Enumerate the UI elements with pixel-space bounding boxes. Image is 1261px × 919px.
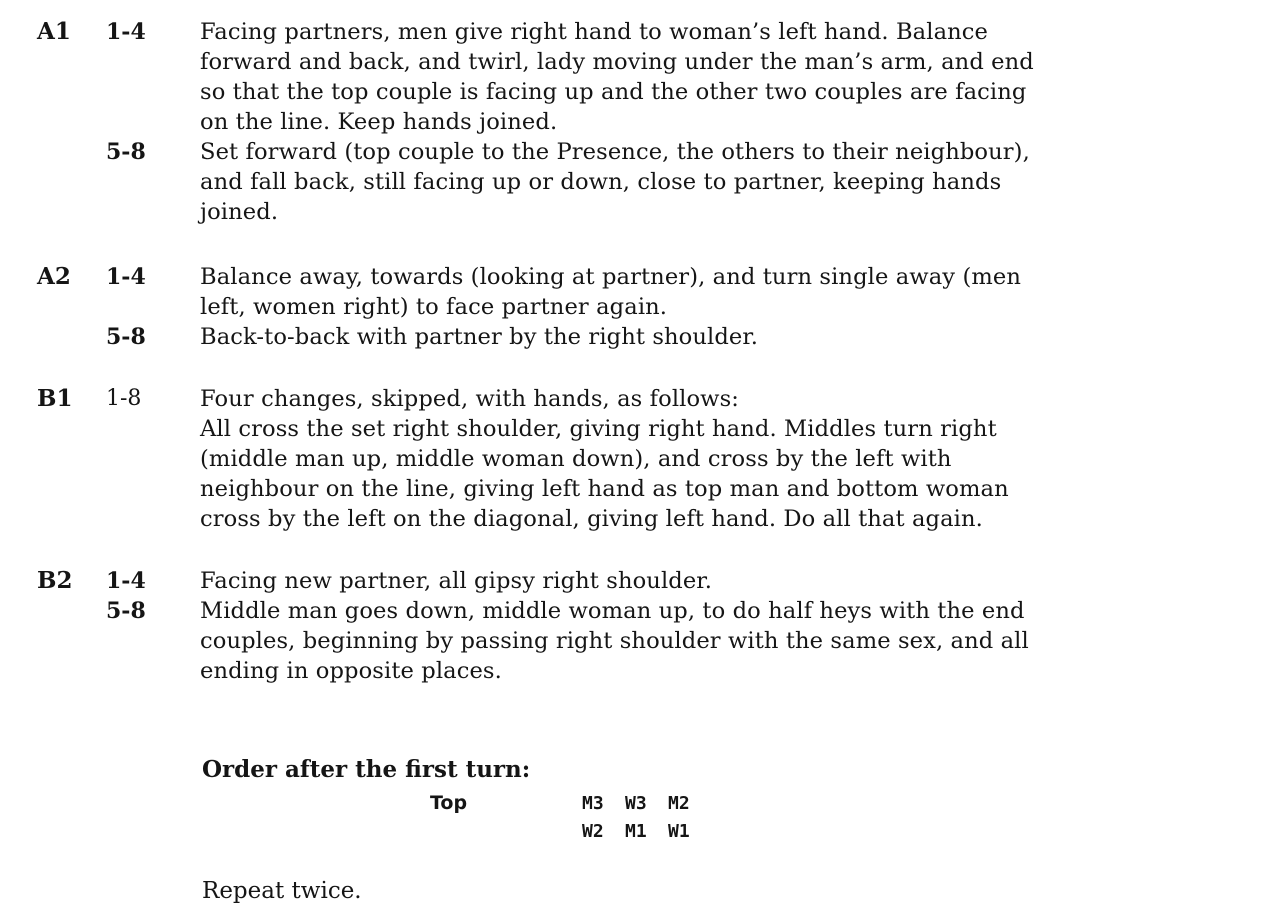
figure-b2 [0, 566, 1261, 686]
instruction-line: on the line. Keep hands joined. [200, 109, 558, 135]
order-grid [582, 790, 711, 846]
bars-label: 5-8 [106, 324, 146, 350]
instruction-line: left, women right) to face partner again. [200, 294, 668, 320]
figure-row [0, 566, 1261, 596]
instruction-text [200, 17, 1240, 137]
bars-label: 5-8 [106, 598, 146, 624]
instruction-line: neighbour on the line, giving left hand as top man and bottom woman [200, 476, 1009, 502]
instruction-line: couples, beginning by passing right shoulder with the same sex, and all [200, 628, 1029, 654]
instruction-line: joined. [200, 199, 279, 225]
bars-label: 1-4 [106, 19, 146, 45]
instruction-line: ending in opposite places. [200, 658, 502, 684]
figure-a1 [0, 17, 1261, 227]
order-row [582, 818, 711, 846]
instruction-text [200, 137, 1240, 227]
instruction-line: Facing new partner, all gipsy right shoulder. [200, 568, 713, 594]
part-label: A2 [37, 263, 71, 290]
part-label: A1 [37, 18, 71, 45]
order-cell: M3 [582, 793, 604, 814]
instruction-line: Facing partners, men give right hand to woman’s left hand. Balance [200, 19, 989, 45]
instruction-line: and fall back, still facing up or down, close to partner, keeping hands [200, 169, 1002, 195]
part-label: B2 [37, 567, 73, 594]
instruction-line: Back-to-back with partner by the right shoulder. [200, 324, 759, 350]
instruction-line: Set forward (top couple to the Presence, the others to their neighbour), [200, 139, 1030, 165]
instruction-text [200, 566, 1240, 596]
figure-row [0, 596, 1261, 686]
instruction-line: Middle man goes down, middle woman up, to do half heys with the end [200, 598, 1025, 624]
bars-label: 1-4 [106, 264, 146, 290]
order-cell: M1 [625, 821, 647, 842]
instruction-text [200, 384, 1240, 534]
instruction-line: Balance away, towards (looking at partner), and turn single away (men [200, 264, 1022, 290]
figure-a2 [0, 262, 1261, 352]
instruction-line: cross by the left on the diagonal, giving left hand. Do all that again. [200, 506, 983, 532]
bars-label: 1-4 [106, 568, 146, 594]
instruction-text [200, 262, 1240, 322]
order-top-label: Top [430, 792, 468, 814]
figure-row [0, 322, 1261, 352]
instruction-line: All cross the set right shoulder, giving right hand. Middles turn right [200, 416, 997, 442]
repeat-note: Repeat twice. [202, 878, 362, 904]
figure-row [0, 262, 1261, 322]
instruction-text [200, 596, 1240, 686]
part-label: B1 [37, 385, 73, 412]
bars-label: 5-8 [106, 139, 146, 165]
instruction-text [200, 322, 1240, 352]
bars-label: 1-8 [106, 386, 142, 411]
order-cell: M2 [668, 793, 690, 814]
order-cell: W2 [582, 821, 604, 842]
order-row [582, 790, 711, 818]
instruction-line: forward and back, and twirl, lady moving under the man’s arm, and end [200, 49, 1034, 75]
instruction-line: so that the top couple is facing up and the other two couples are facing [200, 79, 1027, 105]
figure-row [0, 137, 1261, 227]
figure-row [0, 384, 1261, 534]
instruction-line: (middle man up, middle woman down), and cross by the left with [200, 446, 952, 472]
order-heading: Order after the first turn: [202, 756, 531, 783]
figure-row [0, 17, 1261, 137]
figure-b1 [0, 384, 1261, 534]
order-cell: W1 [668, 821, 690, 842]
instruction-line: Four changes, skipped, with hands, as follows: [200, 386, 740, 412]
order-cell: W3 [625, 793, 647, 814]
